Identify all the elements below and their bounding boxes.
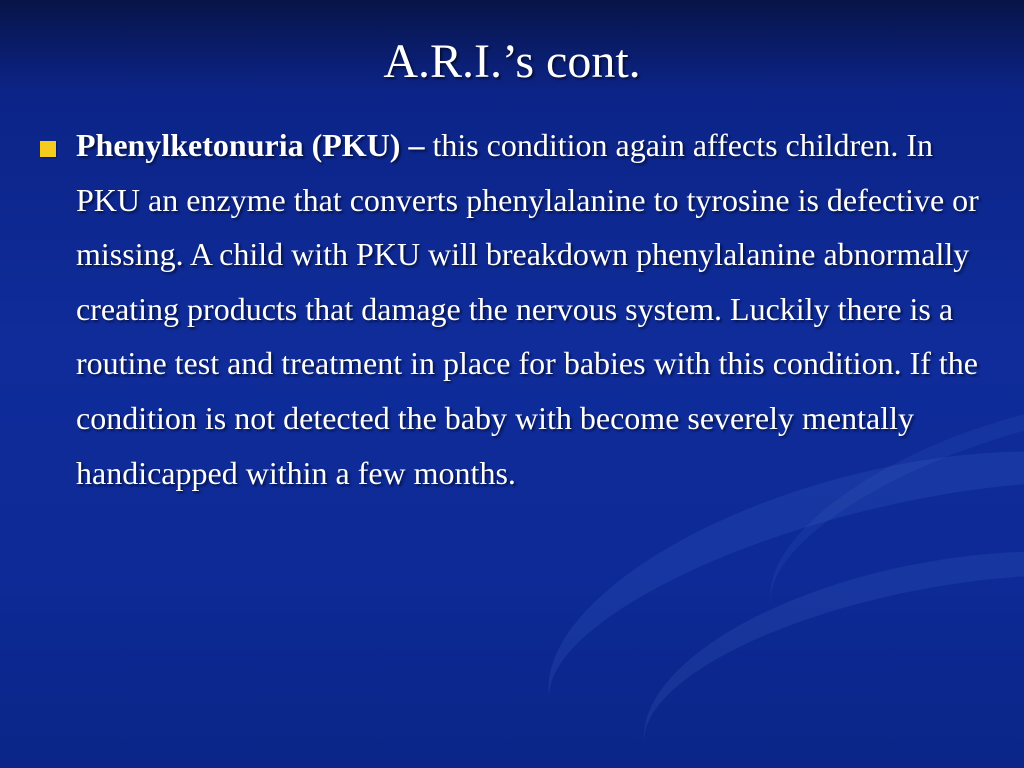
background-swoosh — [622, 508, 1024, 768]
square-bullet-icon — [40, 141, 56, 157]
bullet-list — [38, 118, 998, 500]
bullet-term: Phenylketonuria (PKU) – — [76, 127, 425, 163]
slide-title: A.R.I.’s cont. — [383, 35, 641, 88]
bullet-text: this condition again affects children. In PKU an enzyme that converts phenylalanine to tyrosine is defective or missing. A child with PKU will breakdown phenylalanine abnormally creating products that damage the nervous system. Luckily there is a routine test and treatment in place for babies with this condition. If the condition is not detected the baby with become severely mentally handicapped within a few months. — [76, 127, 979, 491]
bullet-item — [38, 118, 998, 500]
